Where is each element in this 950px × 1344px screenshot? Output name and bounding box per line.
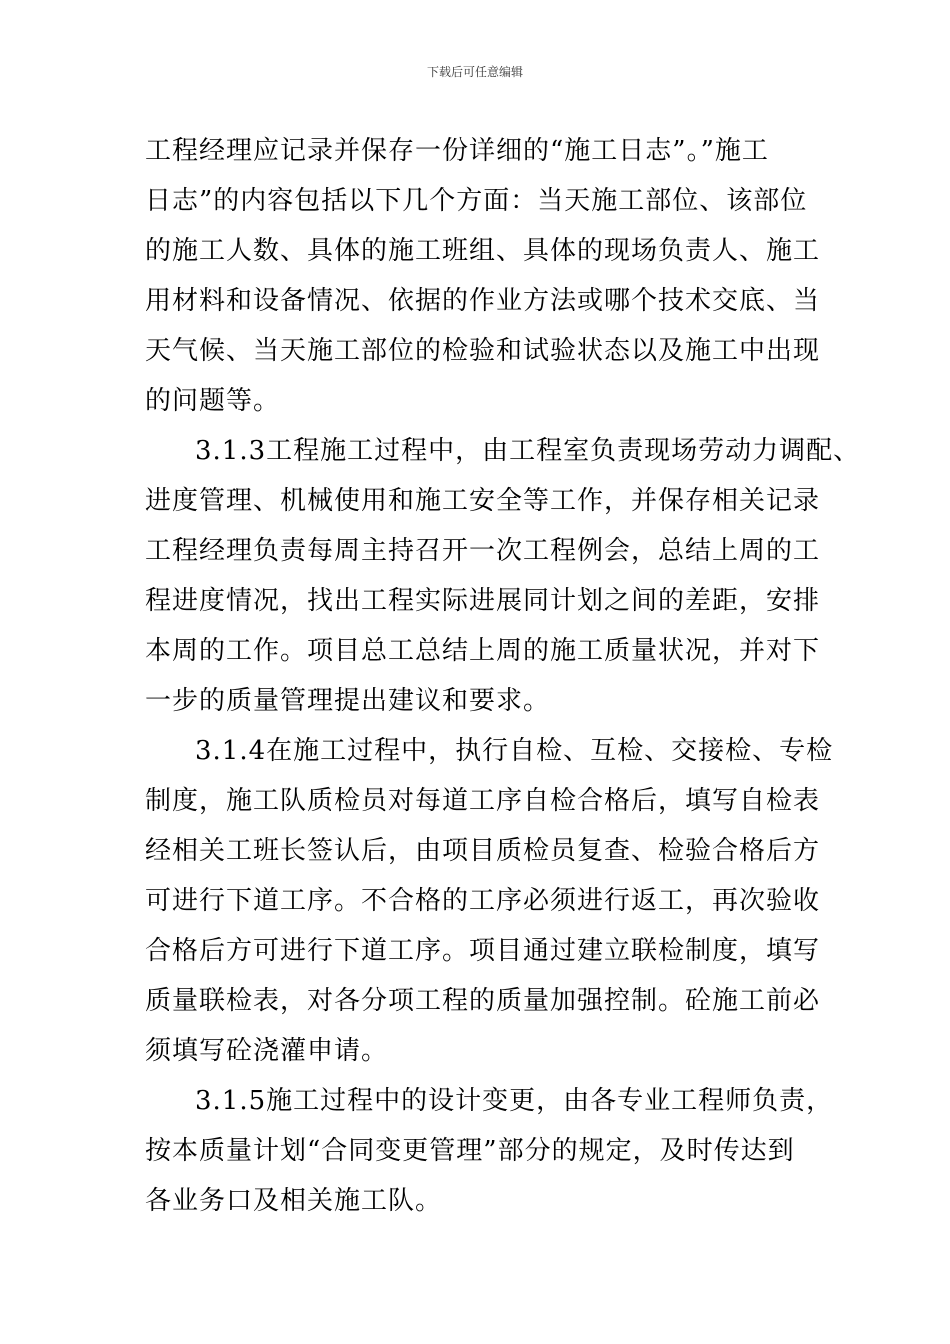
text-line: 制度，施工队质检员对每道工序自检合格后，填写自检表: [145, 786, 821, 816]
section-3-1-3-first-line: 3.1.3工程施工过程中，由工程室负责现场劳动力调配、: [195, 436, 861, 466]
text-line: 经相关工班长签认后，由项目质检员复查、检验合格后方: [145, 836, 821, 866]
text-line: 一步的质量管理提出建议和要求。: [145, 686, 551, 716]
text-line: 按本质量计划“合同变更管理”部分的规定，及时传达到: [145, 1136, 795, 1166]
text-line: 天气候、当天施工部位的检验和试验状态以及施工中出现: [145, 336, 821, 366]
body-text: [145, 126, 861, 1226]
text-line: 工程经理应记录并保存一份详细的“施工日志”。”施工: [145, 136, 769, 166]
text-line: 可进行下道工序。不合格的工序必须进行返工，再次验收: [145, 886, 821, 916]
header-note: 下载后可任意编辑: [426, 65, 523, 79]
text-line: 合格后方可进行下道工序。项目通过建立联检制度，填写: [145, 936, 821, 966]
text-line: 各业务口及相关施工队。: [145, 1186, 443, 1216]
text-line: 的问题等。: [145, 386, 281, 416]
text-line: 程进度情况，找出工程实际进展同计划之间的差距，安排: [145, 586, 821, 616]
text-line: 工程经理负责每周主持召开一次工程例会，总结上周的工: [145, 536, 821, 566]
text-line: 的施工人数、具体的施工班组、具体的现场负责人、施工: [145, 236, 821, 266]
text-line: 日志”的内容包括以下几个方面：当天施工部位、该部位: [145, 186, 808, 216]
text-line: 进度管理、机械使用和施工安全等工作，并保存相关记录: [145, 486, 821, 516]
section-3-1-5-first-line: 3.1.5施工过程中的设计变更，由各专业工程师负责，: [195, 1086, 834, 1116]
text-line: 本周的工作。项目总工总结上周的施工质量状况，并对下: [145, 636, 821, 666]
text-line: 质量联检表，对各分项工程的质量加强控制。砼施工前必: [145, 986, 821, 1016]
text-line: 须填写砼浇灌申请。: [145, 1036, 389, 1066]
text-line: 用材料和设备情况、依据的作业方法或哪个技术交底、当: [145, 286, 821, 316]
section-3-1-4-first-line: 3.1.4在施工过程中，执行自检、互检、交接检、专检: [195, 736, 834, 766]
